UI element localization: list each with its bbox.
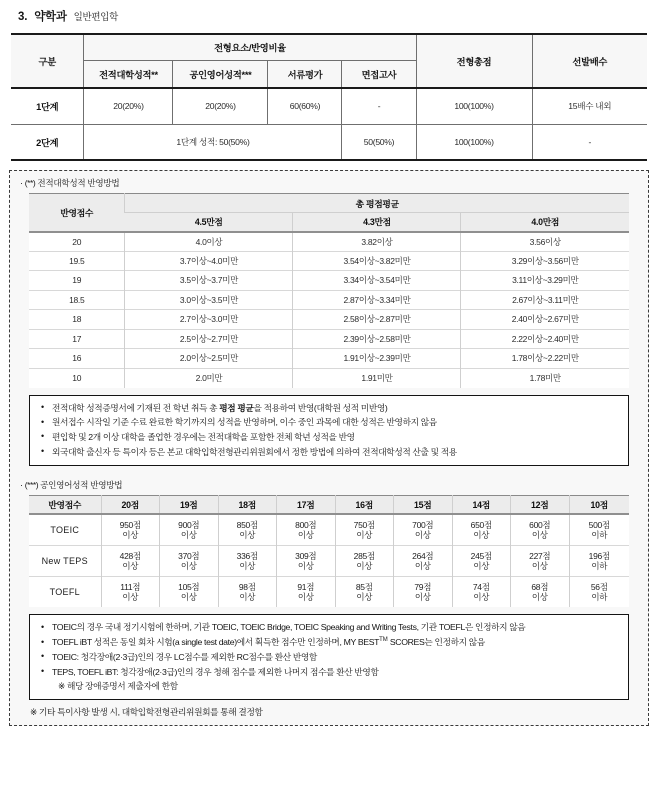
cell-english: 20(20%) bbox=[173, 88, 268, 124]
cell-teps-16 bbox=[335, 545, 394, 576]
note-text: TEPS, TOEFL iBT: 청각장애(2·3급)인의 경우 청해 점수를 제외한 나머지 점수를 환산 반영함 bbox=[52, 666, 379, 677]
gpa-conversion-table bbox=[29, 193, 629, 388]
cell-toefl-19 bbox=[160, 576, 219, 607]
table-row bbox=[29, 349, 629, 369]
cell-scale-40: 3.11이상~3.29미만 bbox=[461, 271, 629, 291]
score-suffix: 이상 bbox=[122, 592, 139, 603]
header-score-20: 20점 bbox=[101, 495, 160, 514]
cell-score: 16 bbox=[29, 349, 125, 369]
cell-score: 19 bbox=[29, 271, 125, 291]
english-notes-list bbox=[39, 621, 619, 693]
table-row bbox=[11, 88, 647, 124]
cell-documents: 60(60%) bbox=[268, 88, 342, 124]
score-suffix: 이상 bbox=[180, 592, 197, 603]
score-suffix: 이상 bbox=[297, 530, 314, 541]
cell-stage1-carryover: 1단계 성적: 50(50%) bbox=[84, 124, 342, 160]
cell-scale-40: 1.78이상~2.22미만 bbox=[461, 349, 629, 369]
cell-scale-45: 3.0이상~3.5미만 bbox=[125, 290, 293, 310]
stage-label: 1단계 bbox=[11, 88, 84, 124]
gpa-heading-text: 전적대학성적 반영방법 bbox=[37, 178, 120, 188]
gpa-notes-list bbox=[39, 402, 619, 459]
header-score-19: 19점 bbox=[160, 495, 219, 514]
cell-score: 19.5 bbox=[29, 251, 125, 271]
note-text: 편입학 및 2개 이상 대학을 졸업한 경우에는 전적대학을 포함한 전체 학년 성적을 반영 bbox=[52, 431, 355, 442]
score-suffix: 이하 bbox=[591, 592, 608, 603]
cell-teps-14 bbox=[452, 545, 511, 576]
cell-toeic-10 bbox=[569, 514, 629, 545]
score-value: 227점 bbox=[529, 550, 551, 561]
header-score-17: 17점 bbox=[277, 495, 336, 514]
cell-scale-40: 1.78미만 bbox=[461, 368, 629, 388]
score-value: 91점 bbox=[297, 582, 315, 593]
english-notes-box bbox=[29, 614, 629, 700]
score-suffix: 이상 bbox=[414, 592, 431, 603]
cell-teps-10 bbox=[569, 545, 629, 576]
cell-toefl-18 bbox=[218, 576, 277, 607]
score-value: 309점 bbox=[295, 550, 317, 561]
note-text-post: 을 적용하여 반영(대학원 성적 미반영) bbox=[253, 402, 388, 413]
cell-scale-45: 2.0이상~2.5미만 bbox=[125, 349, 293, 369]
cell-toeic-14 bbox=[452, 514, 511, 545]
note-text: TOEIC: 청각장애(2·3급)인의 경우 LC점수를 제외한 RC점수를 환산 반영함 bbox=[52, 651, 317, 662]
note-text: ※ 해당 장애증명서 제출자에 한함 bbox=[58, 681, 178, 692]
list-item bbox=[39, 416, 619, 429]
score-value: 85점 bbox=[355, 582, 373, 593]
cell-scale-40: 2.40이상~2.67미만 bbox=[461, 310, 629, 330]
cell-scale-43: 2.58이상~2.87미만 bbox=[293, 310, 461, 330]
bullet-dot: · bbox=[20, 479, 23, 490]
score-value: 370점 bbox=[178, 550, 200, 561]
table-row bbox=[29, 232, 629, 252]
program-name: 일반편입학 bbox=[73, 12, 119, 23]
table-row bbox=[29, 310, 629, 330]
cell-teps-12 bbox=[511, 545, 570, 576]
note-text-bold: 평점 평균 bbox=[219, 402, 254, 413]
note-text: TOEFL iBT 성적은 동일 회차 시험(a single test date)에서 획득한 점수만 인정하며, MY BEST bbox=[52, 637, 380, 648]
score-value: 196점 bbox=[588, 550, 610, 561]
list-item-sub bbox=[39, 680, 619, 693]
score-value: 68점 bbox=[531, 582, 549, 593]
cell-toeic-16 bbox=[335, 514, 394, 545]
score-suffix: 이상 bbox=[531, 530, 548, 541]
cell-toefl-17 bbox=[277, 576, 336, 607]
score-value: 750점 bbox=[353, 520, 375, 531]
list-item bbox=[39, 621, 619, 634]
cell-teps-20 bbox=[101, 545, 160, 576]
score-suffix: 이상 bbox=[531, 592, 548, 603]
score-suffix: 이상 bbox=[473, 560, 490, 571]
header-scale-40: 4.0만점 bbox=[461, 213, 629, 232]
table-header-row bbox=[29, 194, 629, 213]
cell-toeic-17 bbox=[277, 514, 336, 545]
cell-scale-43: 2.87이상~3.34미만 bbox=[293, 290, 461, 310]
cell-toefl-12 bbox=[511, 576, 570, 607]
cell-score: 18 bbox=[29, 310, 125, 330]
cell-interview: 50(50%) bbox=[342, 124, 416, 160]
header-factor-documents: 서류평가 bbox=[268, 60, 342, 88]
cell-scale-43: 1.91이상~2.39미만 bbox=[293, 349, 461, 369]
admission-criteria-table bbox=[11, 33, 647, 161]
header-score-18: 18점 bbox=[218, 495, 277, 514]
cell-toeic-12 bbox=[511, 514, 570, 545]
score-value: 900점 bbox=[178, 520, 200, 531]
score-value: 105점 bbox=[178, 582, 200, 593]
header-total-score: 전형총점 bbox=[416, 34, 532, 88]
score-suffix: 이상 bbox=[356, 530, 373, 541]
header-score-10: 10점 bbox=[569, 495, 629, 514]
cell-scale-45: 4.0이상 bbox=[125, 232, 293, 252]
gpa-notes-box bbox=[29, 395, 629, 466]
table-row bbox=[29, 290, 629, 310]
score-value: 245점 bbox=[470, 550, 492, 561]
cell-toefl-10 bbox=[569, 576, 629, 607]
score-suffix: 이상 bbox=[239, 560, 256, 571]
cell-multiple: 15배수 내외 bbox=[532, 88, 647, 124]
stage-label: 2단계 bbox=[11, 124, 84, 160]
cell-scale-45: 3.7이상~4.0미만 bbox=[125, 251, 293, 271]
gpa-footnote-mark: (**) bbox=[24, 178, 36, 188]
header-gpa-group: 총 평점평균 bbox=[125, 194, 629, 213]
cell-teps-19 bbox=[160, 545, 219, 576]
score-value: 700점 bbox=[412, 520, 434, 531]
list-item bbox=[39, 402, 619, 415]
header-factor-english: 공인영어성적*** bbox=[173, 60, 268, 88]
header-factor-prev-univ: 전적대학성적** bbox=[84, 60, 173, 88]
cell-toeic-18 bbox=[218, 514, 277, 545]
table-row bbox=[29, 329, 629, 349]
score-suffix: 이상 bbox=[122, 560, 139, 571]
cell-score: 10 bbox=[29, 368, 125, 388]
note-text-cont: SCORES는 인정하지 않음 bbox=[387, 637, 485, 648]
list-item bbox=[39, 666, 619, 679]
table-header-row bbox=[29, 495, 629, 514]
score-value: 79점 bbox=[414, 582, 432, 593]
note-text: TOEIC의 경우 국내 정기시험에 한하며, 기관 TOEIC, TOEIC Bridge, TOEIC Speaking and Writing Tests, 기관 TOEFL은 인정하지 않음 bbox=[52, 622, 526, 633]
header-factors-group: 전형요소/반영비율 bbox=[84, 34, 416, 60]
header-scale-45: 4.5만점 bbox=[125, 213, 293, 232]
header-score-16: 16점 bbox=[335, 495, 394, 514]
header-score-15: 15점 bbox=[394, 495, 453, 514]
score-value: 264점 bbox=[412, 550, 434, 561]
header-division: 구분 bbox=[11, 34, 84, 88]
header-reflect-score: 반영점수 bbox=[29, 495, 101, 514]
test-name-toeic: TOEIC bbox=[29, 514, 101, 545]
cell-scale-45: 2.0미만 bbox=[125, 368, 293, 388]
cell-toefl-14 bbox=[452, 576, 511, 607]
cell-score: 17 bbox=[29, 329, 125, 349]
header-reflect-score: 반영점수 bbox=[29, 194, 125, 232]
score-suffix: 이상 bbox=[473, 530, 490, 541]
table-row bbox=[29, 368, 629, 388]
score-suffix: 이상 bbox=[531, 560, 548, 571]
cell-scale-40: 3.29이상~3.56미만 bbox=[461, 251, 629, 271]
score-value: 950점 bbox=[119, 520, 141, 531]
cell-teps-15 bbox=[394, 545, 453, 576]
score-suffix: 이상 bbox=[473, 592, 490, 603]
score-value: 56점 bbox=[590, 582, 608, 593]
score-value: 800점 bbox=[295, 520, 317, 531]
cell-scale-45: 3.5이상~3.7미만 bbox=[125, 271, 293, 291]
score-suffix: 이하 bbox=[591, 530, 608, 541]
cell-teps-17 bbox=[277, 545, 336, 576]
header-selection-multiple: 선발배수 bbox=[532, 34, 647, 88]
cell-scale-43: 3.54이상~3.82미만 bbox=[293, 251, 461, 271]
score-suffix: 이상 bbox=[297, 592, 314, 603]
cell-scale-43: 3.34이상~3.54미만 bbox=[293, 271, 461, 291]
cell-scale-40: 2.67이상~3.11미만 bbox=[461, 290, 629, 310]
cell-scale-45: 2.7이상~3.0미만 bbox=[125, 310, 293, 330]
cell-total: 100(100%) bbox=[416, 124, 532, 160]
cell-scale-43: 1.91미만 bbox=[293, 368, 461, 388]
list-item bbox=[39, 636, 619, 649]
score-suffix: 이상 bbox=[414, 530, 431, 541]
cell-prev-univ: 20(20%) bbox=[84, 88, 173, 124]
section-number: 3. bbox=[18, 11, 28, 23]
cell-toeic-15 bbox=[394, 514, 453, 545]
gpa-table-body bbox=[29, 232, 629, 388]
table-row bbox=[29, 251, 629, 271]
list-item bbox=[39, 446, 619, 459]
score-value: 285점 bbox=[353, 550, 375, 561]
cell-score: 18.5 bbox=[29, 290, 125, 310]
score-suffix: 이상 bbox=[239, 530, 256, 541]
score-suffix: 이상 bbox=[414, 560, 431, 571]
score-value: 428점 bbox=[119, 550, 141, 561]
english-score-table bbox=[29, 495, 629, 608]
cell-toefl-15 bbox=[394, 576, 453, 607]
score-suffix: 이상 bbox=[297, 560, 314, 571]
cell-toefl-20 bbox=[101, 576, 160, 607]
score-value: 600점 bbox=[529, 520, 551, 531]
score-value: 336점 bbox=[236, 550, 258, 561]
trademark-superscript: TM bbox=[379, 637, 388, 644]
cell-multiple: - bbox=[532, 124, 647, 160]
table-row bbox=[29, 271, 629, 291]
english-section-heading bbox=[18, 479, 640, 491]
footer-note: ※ 기타 특이사항 발생 시, 대학입학전형관리위원회를 통해 결정함 bbox=[30, 707, 263, 718]
cell-scale-43: 2.39이상~2.58미만 bbox=[293, 329, 461, 349]
table-header-row bbox=[11, 34, 647, 60]
cell-scale-45: 2.5이상~2.7미만 bbox=[125, 329, 293, 349]
score-suffix: 이상 bbox=[356, 592, 373, 603]
english-footnote-mark: (***) bbox=[24, 479, 39, 490]
note-text: 외국대학 출신자 등 특이자 등은 본교 대학입학전형관리위원회에서 정한 방법에 의하여 전적대학성적 산출 및 적용 bbox=[52, 446, 457, 457]
header-scale-43: 4.3만점 bbox=[293, 213, 461, 232]
test-name-new-teps: New TEPS bbox=[29, 545, 101, 576]
score-value: 850점 bbox=[236, 520, 258, 531]
score-value: 74점 bbox=[472, 582, 490, 593]
score-suffix: 이상 bbox=[180, 530, 197, 541]
english-table-body bbox=[29, 514, 629, 607]
score-suffix: 이상 bbox=[239, 592, 256, 603]
note-text-pre: 전적대학 성적증명서에 기재된 전 학년 취득 총 bbox=[52, 402, 220, 413]
table-row bbox=[29, 514, 629, 545]
test-name-toefl: TOEFL bbox=[29, 576, 101, 607]
table-row bbox=[29, 576, 629, 607]
cell-toefl-16 bbox=[335, 576, 394, 607]
header-score-12: 12점 bbox=[511, 495, 570, 514]
gpa-section-heading bbox=[18, 177, 640, 189]
notes-container bbox=[9, 170, 649, 726]
note-text: 원서접수 시작일 기준 수료 완료한 학기까지의 성적을 반영하며, 이수 중인 과목에 대한 성적은 반영하지 않음 bbox=[52, 417, 437, 428]
score-suffix: 이상 bbox=[180, 560, 197, 571]
department-name: 약학과 bbox=[34, 11, 67, 23]
english-heading-text: 공인영어성적 반영방법 bbox=[40, 479, 123, 490]
score-suffix: 이상 bbox=[122, 530, 139, 541]
cell-scale-43: 3.82이상 bbox=[293, 232, 461, 252]
cell-scale-40: 3.56이상 bbox=[461, 232, 629, 252]
bullet-dot: · bbox=[20, 178, 23, 188]
cell-interview: - bbox=[342, 88, 416, 124]
table-row bbox=[29, 545, 629, 576]
score-value: 111점 bbox=[120, 582, 141, 593]
score-value: 98점 bbox=[238, 582, 256, 593]
cell-total: 100(100%) bbox=[416, 88, 532, 124]
list-item bbox=[39, 651, 619, 664]
score-suffix: 이상 bbox=[356, 560, 373, 571]
score-suffix: 이하 bbox=[591, 560, 608, 571]
score-value: 500점 bbox=[588, 520, 610, 531]
score-value: 650점 bbox=[470, 520, 492, 531]
cell-score: 20 bbox=[29, 232, 125, 252]
table-row bbox=[11, 124, 647, 160]
header-score-14: 14점 bbox=[452, 495, 511, 514]
page-title bbox=[9, 8, 649, 24]
list-item bbox=[39, 431, 619, 444]
cell-toeic-20 bbox=[101, 514, 160, 545]
cell-toeic-19 bbox=[160, 514, 219, 545]
cell-scale-40: 2.22이상~2.40미만 bbox=[461, 329, 629, 349]
header-factor-interview: 면접고사 bbox=[342, 60, 416, 88]
cell-teps-18 bbox=[218, 545, 277, 576]
